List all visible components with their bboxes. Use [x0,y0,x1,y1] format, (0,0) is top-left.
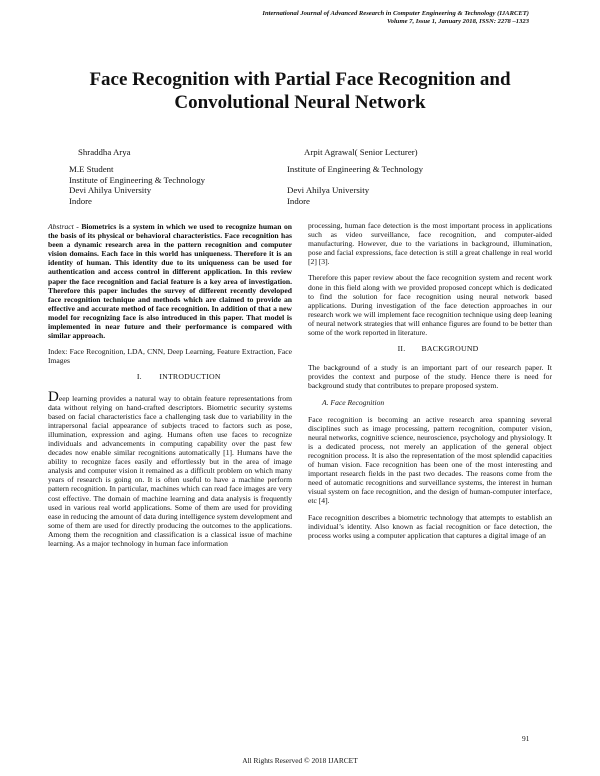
section-number: I. [136,372,142,382]
abstract-text: Biometrics is a system in which we used to recognize human on the basis of its physical or behavioral characteristics. Face recognition has been a dynamic research area in the pattern recognition and computer vision domains. Each face in this world has uniqueness. Therefore it is an identity of human. This identity due to its uniqueness can be used for authentication and access control in different application. In this review paper the face recognition and facial feature is a key area of investigation. Therefore this paper includes the survey of different recently developed face recognition technique and methods which are claimed to provide an effective and accurate method of face recognition. In addition of that a new model for recognizing face is also introduced in this paper. That model is implemented in near future and their performance is compared with similar approach. [48,222,292,341]
right-column [308,221,552,547]
author-left-affiliation [69,164,205,206]
intro-text: eep learning provides a natural way to obtain feature representations from data without relying on hand-crafted descriptors. Biometric security systems based on facial characteristics face a challenging task due to variability in the intrapersonal facial appearance of subjects traced to factors such as pose, illumination, expression and aging. Humans often use faces to recognize individuals and advancements in computing capability over the past few decades now enable similar recognitions automatically [1]. Humans have the ability to recognize faces easily and effortlessly but in the area of image analysis and computer vision it remained as a difficult problem on which many years of research is going on. It is often useful to have a machine perform pattern recognition. In particular, machines which can read face images are very cost effective. The domain of machine learning and data analysis is frequently used in various real world applications. Some of them are used for providing ease in reducing the amount of data during intelligence system development and some of them are used for directly producing the outcomes to the applications. Among them the recognition and classification is a classical issue of machine learning. As a major technology in human face information [48,393,292,548]
author-right-university: Devi Ahilya University [287,185,370,196]
paper-title [40,68,560,114]
section-heading-introduction [48,372,292,381]
section-title: BACKGROUND [421,344,479,354]
paragraph: Face recognition is becoming an active research area spanning several disciplines such as image processing, pattern recognition, computer vision, neural networks, cognitive science, neuroscience, psychology and physiology. It is a dedicated process, not merely an application of the general object recognition process. It is also the representation of the most splendid capacities of human vision. Face recognition has been one of the most interesting and important research fields in the past two decades. The reasons come from the need of automatic recognitions and surveillance systems, the interest in human visual system on face recognition, and the design of human-computer interface, etc [4]. [308,414,552,506]
section-heading-background [308,344,552,353]
paragraph: processing, human face detection is the most important process in applications such as video surveillance, face recognition, and computer-aided manufacturing. However, due to the variations in background, illumination, pose and facial expressions, face detection is still a great challenge in real world [2] [3]. [308,221,552,267]
subsection-heading-face-recognition: A. Face Recognition [322,397,385,407]
paper-title-line1: Face Recognition with Partial Face Recognition and [89,69,511,90]
intro-paragraph [48,388,292,549]
left-column [48,222,292,555]
journal-header [262,10,529,26]
author-right-institute: Institute of Engineering & Technology [287,164,424,174]
author-left-institute: Institute of Engineering & Technology [69,174,206,185]
author-left-city: Indore [69,195,92,206]
author-left-name: Shraddha Arya [78,147,131,157]
author-left-role: M.E Student [69,164,114,174]
journal-volume: Volume 7, Issue 1, January 2018, ISSN: 2278 –1323 [387,18,529,25]
paragraph: The background of a study is an important part of our research paper. It provides the context and purpose of the study. Hence there is need for background study that contributes to prepare proposed system. [308,363,552,391]
page-number: 91 [522,734,530,743]
abstract [48,222,292,340]
index-terms: Index: Face Recognition, LDA, CNN, Deep Learning, Feature Extraction, Face Images [48,347,292,366]
author-right-name: Arpit Agrawal( Senior Lecturer) [304,147,418,157]
section-number: II. [397,344,406,354]
section-title: INTRODUCTION [159,372,221,382]
paragraph: Face recognition describes a biometric technology that attempts to establish an individual’s identity. Also known as facial recognition or face detection, the process works using a computer application that captures a digital image of an [308,512,552,540]
drop-cap: D [48,388,59,405]
journal-name: International Journal of Advanced Research in Computer Engineering & Technology (IJARCET) [262,10,529,17]
author-right-city: Indore [287,195,310,206]
abstract-label: Abstract - [48,222,79,231]
paper-title-line2: Convolutional Neural Network [174,92,426,113]
footer: All Rights Reserved © 2018 IJARCET [242,756,358,765]
author-left-university: Devi Ahilya University [69,185,152,196]
paragraph: Therefore this paper review about the face recognition system and recent work done in this field along with we provided proposed concept which is dedicated to find the solution for face recognition using neural network based applications. During investigation of the face detection approaches in our research work we will implement face recognition technique using deep leaning of neural network strategies that will enhance figures are found to be better than some of the work reported in literature. [308,273,552,338]
author-right-affiliation [287,164,423,206]
